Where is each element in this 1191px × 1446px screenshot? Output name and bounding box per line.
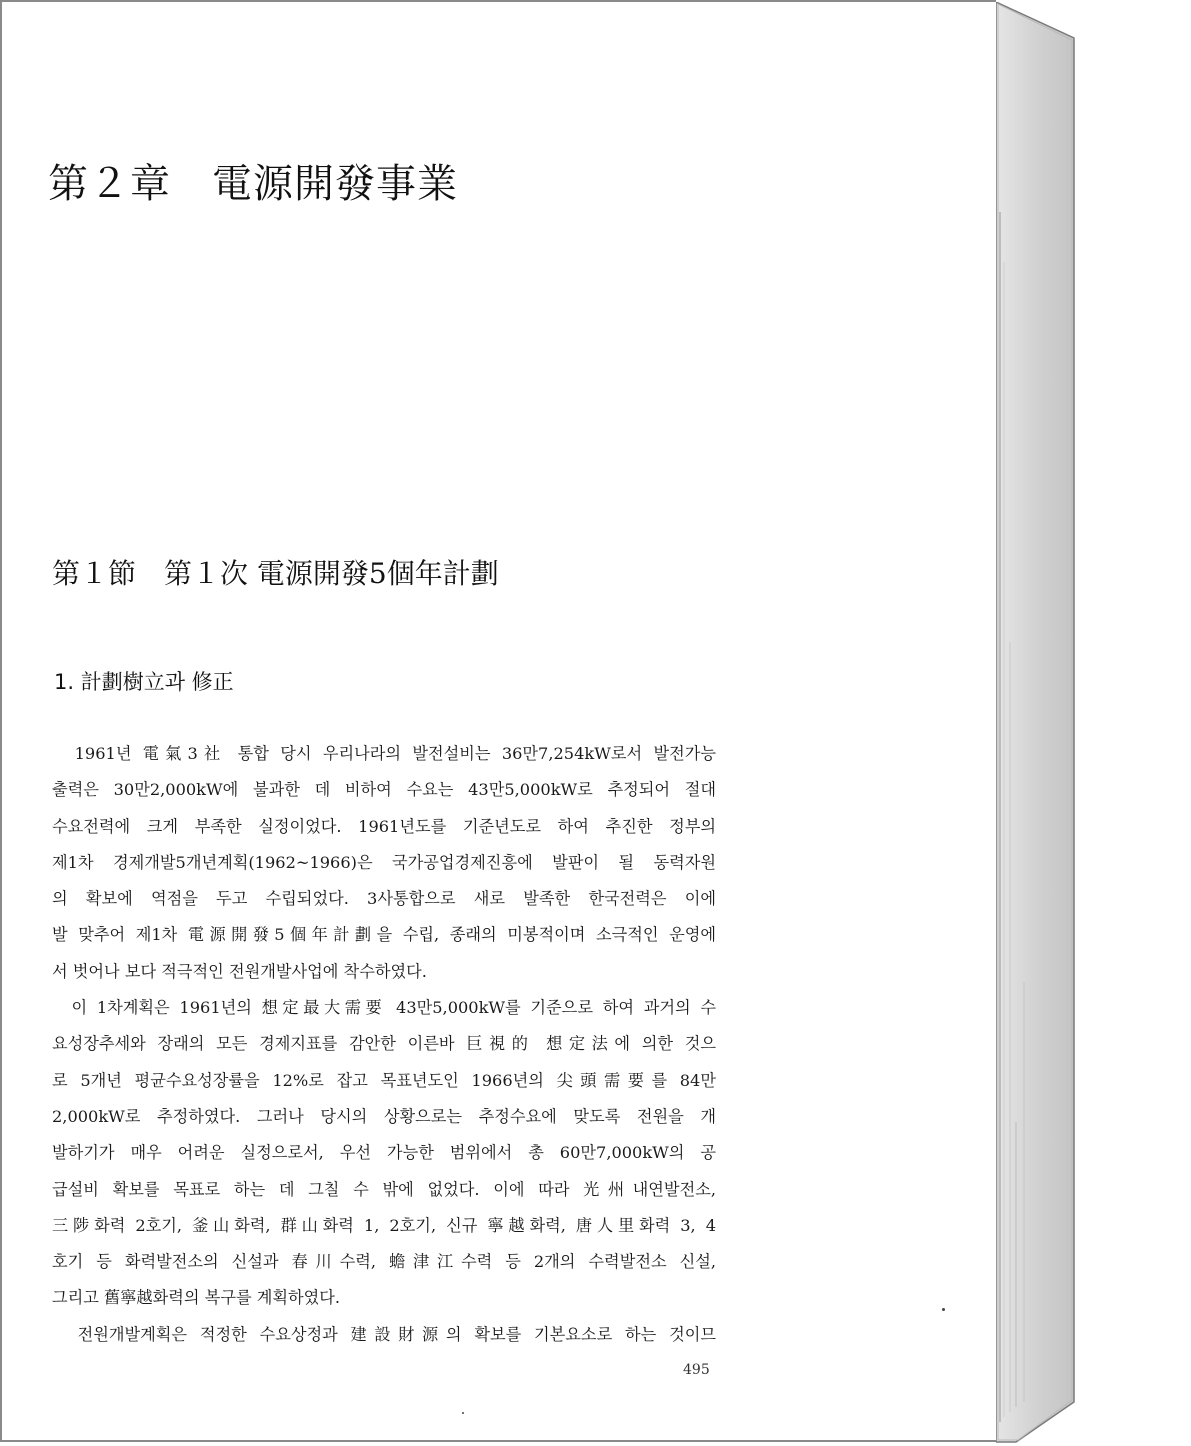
text-line: 호기 등 화력발전소의 신설과 春川수력, 蟾津江수력 등 2개의 수력발전소 신설, [52,1252,716,1272]
body-text [52,736,716,1353]
book-edge-shape [996,2,1086,1444]
text-line: 이 1차계획은 1961년의 想定最大需要 43만5,000kW를 기준으로 하여 과거의 수 [52,998,716,1018]
text-line: 그리고 舊寧越화력의 복구를 계획하였다. [52,1288,341,1308]
page-number: 495 [683,1362,710,1378]
text-line: 전원개발계획은 적정한 수요상정과 建設財源의 확보를 기본요소로 하는 것이므 [52,1324,716,1344]
subsection-title: 1. 計劃樹立과 修正 [54,670,234,694]
text-line: 三陟화력 2호기, 釜山화력, 群山화력 1, 2호기, 신규 寧越화력, 唐人里화력 3, 4 [52,1215,716,1235]
chapter-title: 第２章 電源開發事業 [48,161,458,207]
scan-speck [462,1412,464,1414]
text-line: 발 맞추어 제1차 電源開發5個年計劃을 수립, 종래의 미봉적이며 소극적인 운영에 [52,925,716,945]
section-title: 第１節 第１次 電源開發5個年計劃 [52,557,499,590]
text-line: 출력은 30만2,000kW에 불과한 데 비하여 수요는 43만5,000kW로 추정되어 절대 [52,780,716,800]
text-line: 의 확보에 역점을 두고 수립되었다. 3사통합으로 새로 발족한 한국전력은 이에 [52,889,716,909]
text-line: 서 벗어나 보다 적극적인 전원개발사업에 착수하였다. [52,961,427,981]
text-line: 발하기가 매우 어려운 실정으로서, 우선 가능한 범위에서 총 60만7,000kW의 공 [52,1143,716,1163]
text-line: 1961년 電氣3社 통합 당시 우리나라의 발전설비는 36만7,254kW로서 발전가능 [52,744,716,763]
text-line: 제1차 경제개발5개년계획(1962~1966)은 국가공업경제진흥에 발판이 될 동력자원 [52,852,716,872]
text-line: 수요전력에 크게 부족한 실정이었다. 1961년도를 기준년도로 하여 추진한 정부의 [52,816,716,836]
text-line: 로 5개년 평균수요성장률을 12%로 잡고 목표년도인 1966년의 尖頭需要를 84만 [52,1070,716,1090]
text-line: 급설비 확보를 목표로 하는 데 그칠 수 밖에 없었다. 이에 따라 光州내연발전소, [52,1179,716,1199]
text-line: 2,000kW로 추정하였다. 그러나 당시의 상황으로는 추정수요에 맞도록 전원을 개 [52,1106,716,1126]
scan-speck [942,1308,945,1311]
text-line: 요성장추세와 장래의 모든 경제지표를 감안한 이른바 巨視的 想定法에 의한 것으 [52,1034,716,1054]
